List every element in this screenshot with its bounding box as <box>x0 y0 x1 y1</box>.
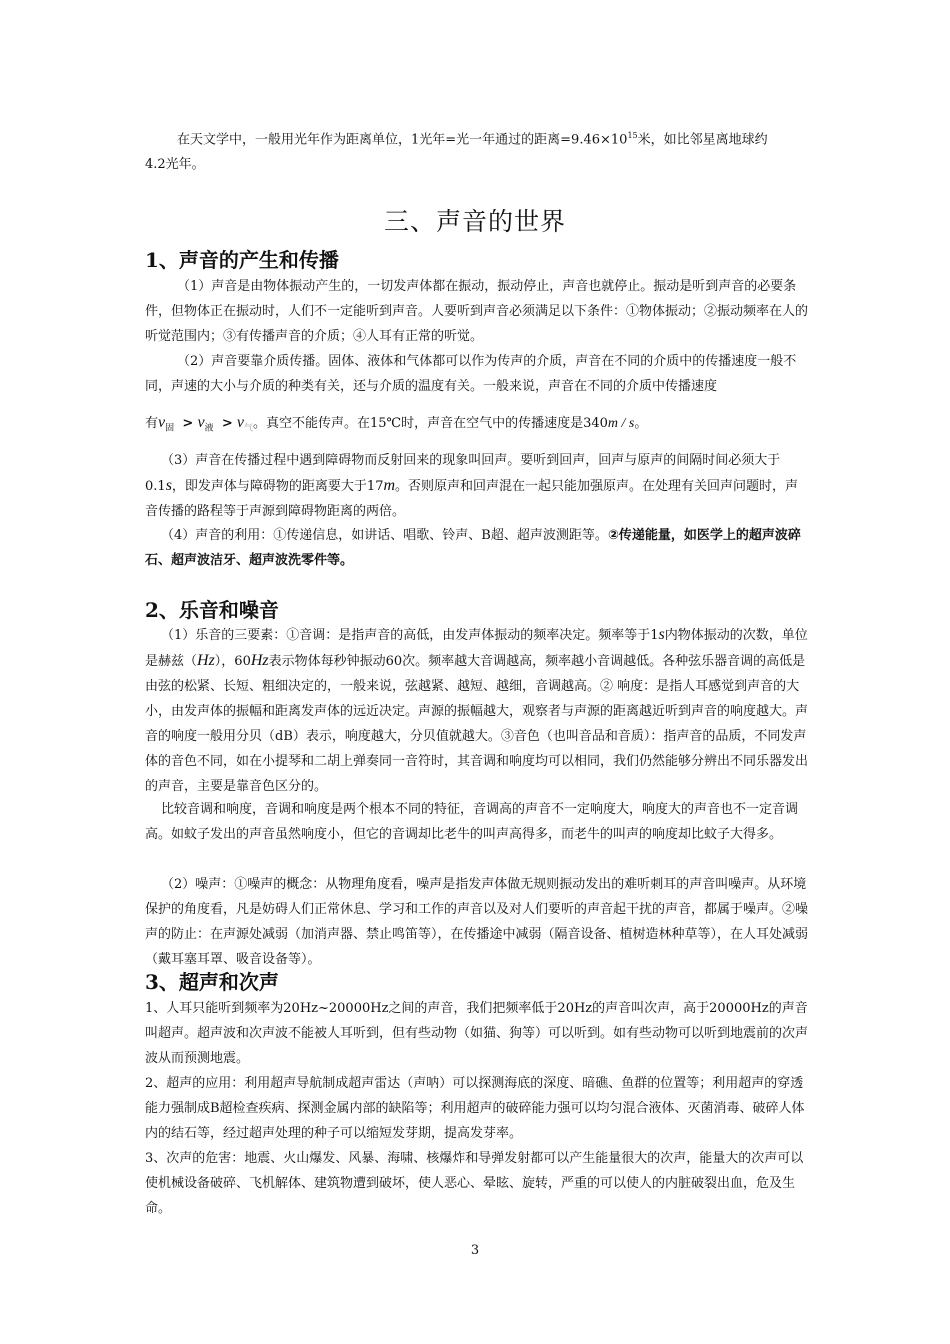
intro-paragraph <box>145 123 810 177</box>
intro-text: 在天文学中，一般用光年作为距离单位，1光年=光一年通过的距离=9.46×10 <box>177 132 628 148</box>
text-segment: 内物体振动的次数，单位是赫兹（ <box>145 628 808 669</box>
page-number: 3 <box>470 1243 480 1258</box>
v-gas-symbol: v <box>236 414 244 431</box>
text-you: 有 <box>145 416 159 431</box>
paragraph-3-2: 2、超声的应用：利用超声导航制成超声雷达（声呐）可以探测海底的深度、暗礁、鱼群的位置等；利用超声的穿透能力强制成B超检查疾病、探测金属内部的缺陷等；利用超声的破碎能力强可以均匀混合液体、灭菌消毒、破碎人体内的结石等，经过超声处理的种子可以缩短发芽期，提高发芽率。 <box>145 1076 805 1141</box>
text-segment: （4）声音的利用： <box>161 528 274 543</box>
unit-s: s <box>658 626 665 643</box>
paragraph-2-1 <box>145 622 810 799</box>
section-title: 三、声音的世界 <box>383 207 566 236</box>
text-segment: ①传递信息，如讲话、唱歌、铃声、B超、超声波测距等。 <box>273 528 608 543</box>
paragraph-3-1: 1、人耳只能听到频率为20Hz~20000Hz之间的声音，我们把频率低于20Hz的声音叫次声，高于20000Hz的声音叫超声。超声波和次声波不能被人耳听到，但有些动物（如猫、狗等）可以听到。如有些动物可以听到地震前的次声波从而预测地震。 <box>145 1001 809 1066</box>
heading-music-noise: 2、乐音和噪音 <box>145 598 279 622</box>
paragraph-1-3 <box>145 448 810 524</box>
paragraph-3-3: 3、次声的危害：地震、火山爆发、风暴、海啸、核爆炸和导弹发射都可以产生能量很大的次声，能量大的次声可以使机械设备破碎、飞机解体、建筑物遭到破坏，使人恶心、晕眩、旋转，严重的可以使人的内脏破裂出血，危及生命。 <box>145 1151 804 1216</box>
speed-end: 。 <box>634 416 648 431</box>
paragraph-1-1: （1）声音是由物体振动产生的，一切发声体都在振动，振动停止，声音也就停止。振动是听到声音的必要条件，但物体正在振动时，人们不一定能听到声音。人要听到声音必须满足以下条件：①物体振动；②振动频率在人的听觉范围内；③有传播声音的介质；④人耳有正常的听觉。 <box>145 279 809 344</box>
text-segment: （3）声音在传播过程中遇到障碍物而反射回来的现象叫回声。要听到回声，回声与原声的间隔时间必须大于0.1 <box>145 453 781 494</box>
exponent: 15 <box>627 131 638 140</box>
text-segment: （1）乐音的三要素：①音调：是指声音的高低，由发声体振动的频率决定。频率等于1 <box>161 628 659 643</box>
v-liquid-sub: 液 <box>204 423 214 434</box>
speed-text: 。真空不能传声。在15℃时，声音在空气中的传播速度是340 <box>253 416 608 431</box>
text-segment: 表示物体每秒钟振动60次。频率越大音调越高，频率越小音调越低。各种弦乐器音调的高低是由弦的松紧、长短、粗细决定的，一般来说，弦越紧、越短、越细，音调越高。② 响度：是指人耳感觉到声音的大小，由发声体的振幅和距离发声体的远近决定。声源的振幅越大，观察者与声源的距离越近听到声音的响度越大。声音的响度一般用分贝（dB）表示，响度越大，分贝值就越大。③音色（也叫音品和音质）：指声音的品质，不同发声体的音色不同，如在小提琴和二胡上弹奏同一音符时，其音调和响度均可以相同，我们仍然能够分辨出不同乐器发出的声音，主要是靠音色区分的。 <box>145 654 809 794</box>
paragraph-1-2: （2）声音要靠介质传播。固体、液体和气体都可以作为传声的介质，声音在不同的介质中的传播速度一般不同，声速的大小与介质的种类有关，还与介质的温度有关。一般来说，声音在不同的介质中传播速度 <box>145 354 797 394</box>
unit-s: s <box>165 477 172 494</box>
bold-text: ②传递能量，如医学上的超声波碎石、超声波洁牙、超声波洗零件等。 <box>145 528 801 568</box>
intro-text-end: 米，如比邻星离地球约 <box>637 132 768 148</box>
text-segment: ，即发声体与障碍物的距离要大于17 <box>171 479 384 494</box>
intro-text-line2: 4.2光年。 <box>145 157 205 173</box>
paragraph-2-2: 比较音调和响度，音调和响度是两个根本不同的特征，音调高的声音不一定响度大，响度大的声音也不一定音调高。如蚊子发出的声音虽然响度小，但它的音调却比老牛的叫声高得多，而老牛的叫声的响度却比蚊子大得多。 <box>145 802 799 842</box>
text-segment: 。否则原声和回声混在一起只能加强原声。在处理有关回声问题时，声音传播的路程等于声源到障碍物距离的两倍。 <box>145 479 799 519</box>
unit-hz: Hz <box>197 652 215 669</box>
v-liquid-symbol: v <box>197 414 205 431</box>
unit-hz: Hz <box>250 652 269 669</box>
paragraph-1-2-speed: 有$v_固 > v_液 > v_气$。真空不能传声。在15℃时，声音在空气中的传播速度是340m / s。 <box>145 414 648 434</box>
paragraph-2-3: （2）噪声：①噪声的概念：从物理角度看，噪声是指发声体做无规则振动发出的难听刺耳的声音叫噪声。从环境保护的角度看，凡是妨碍人们正常休息、学习和工作的声音以及对人们要听的声音起干扰的声音，都属于噪声。②噪声的防止：在声源处减弱（加消声器、禁止鸣笛等），在传播途中减弱（隔音设备、植树造林种草等），在人耳处减弱（戴耳塞耳罩、吸音设备等）。 <box>145 877 809 967</box>
v-gas-sub: 气 <box>244 423 254 434</box>
heading-ultrasound: 3、超声和次声 <box>145 970 279 994</box>
heading-sound-production: 1、声音的产生和传播 <box>145 248 339 272</box>
text-segment: ），60 <box>214 654 251 669</box>
unit-m: m <box>383 477 396 494</box>
paragraph-1-4 <box>145 523 810 573</box>
v-solid-sub: 固 <box>165 423 175 434</box>
v-solid-symbol: v <box>158 414 166 431</box>
unit-ms: m / s <box>607 416 635 431</box>
